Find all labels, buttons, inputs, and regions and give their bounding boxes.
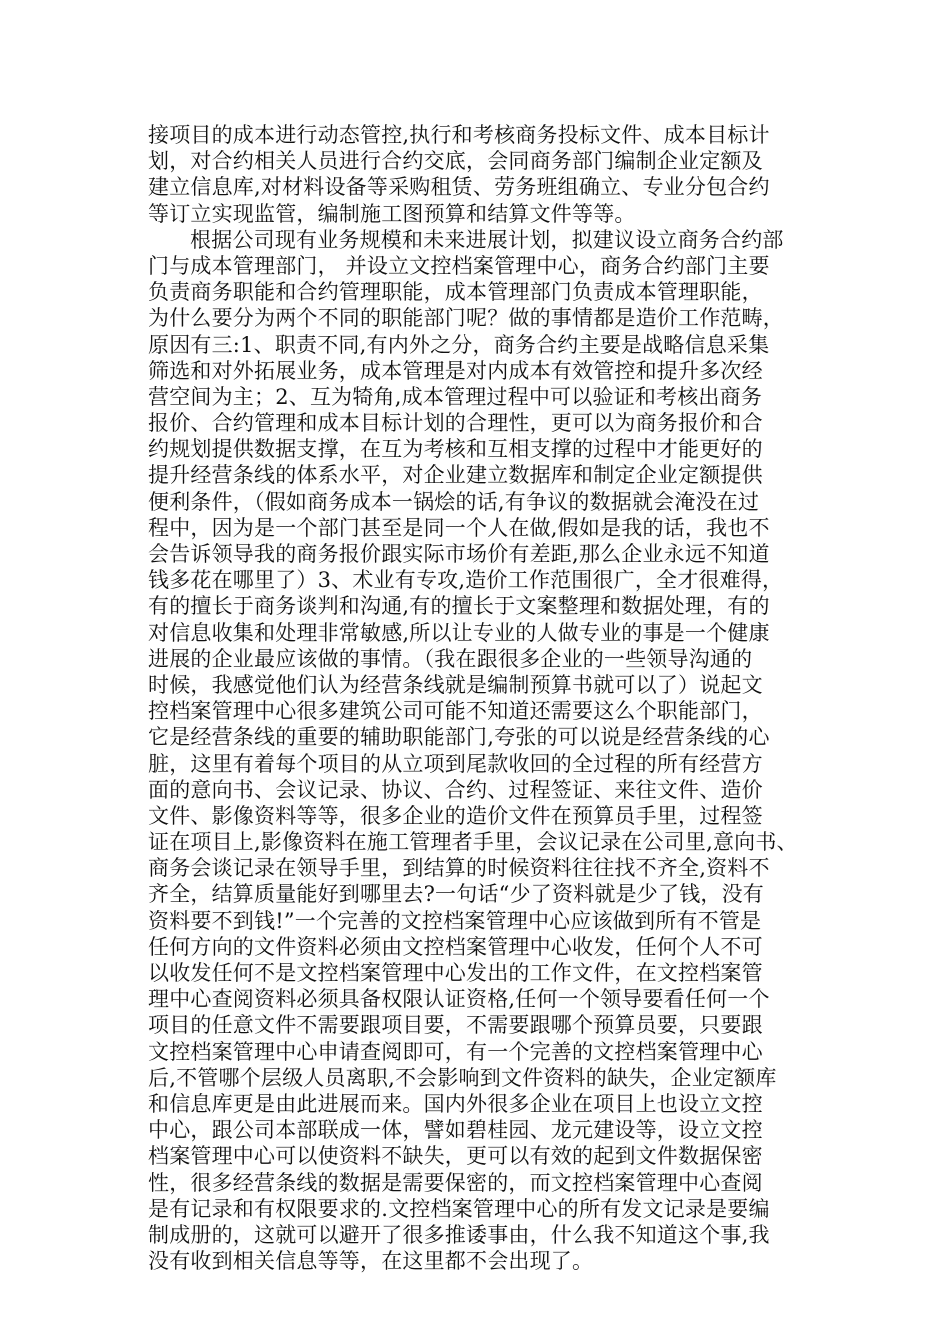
text-line: 根据公司现有业务规模和未来进展计划，拟建议设立商务合约部 — [190, 227, 784, 252]
text-line: 等订立实现监管，编制施工图预算和结算文件等等。 — [148, 201, 636, 226]
text-line: 负责商务职能和合约管理职能，成本管理部门负责成本管理职能， — [148, 280, 763, 305]
text-line: 面的意向书、会议记录、协议、合约、过程签证、来往文件、造价 — [148, 777, 763, 802]
text-line: 建立信息库,对材料设备等采购租赁、劳务班组确立、专业分包合约 — [148, 175, 770, 200]
text-line: 资料要不到钱!”一个完善的文控档案管理中心应该做到所有不管是 — [148, 908, 762, 933]
text-line: 商务会谈记录在领导手里，到结算的时候资料往往找不齐全,资料不 — [148, 856, 770, 881]
text-line: 对信息收集和处理非常敏感,所以让专业的人做专业的事是一个健康 — [148, 620, 770, 645]
text-line: 脏，这里有着每个项目的从立项到尾款收回的全过程的所有经营方 — [148, 751, 763, 776]
text-line: 控档案管理中心很多建筑公司可能不知道还需要这么个职能部门， — [148, 699, 763, 724]
text-line: 营空间为主；2、互为犄角,成本管理过程中可以验证和考核出商务 — [148, 384, 763, 409]
text-line: 时候，我感觉他们认为经营条线就是编制预算书就可以了）说起文 — [148, 672, 763, 697]
paragraph-1 — [148, 122, 808, 227]
text-line: 文件、影像资料等等，很多企业的造价文件在预算员手里，过程签 — [148, 803, 763, 828]
text-line: 钱多花在哪里了）3、术业有专攻,造价工作范围很广，全才很难得， — [148, 568, 784, 593]
paragraph-2 — [148, 227, 808, 1275]
text-line: 为什么要分为两个不同的职能部门呢？做的事情都是造价工作范畴， — [148, 306, 784, 331]
text-line: 报价、合约管理和成本目标计划的合理性，更可以为商务报价和合 — [148, 411, 763, 436]
text-line: 中心，跟公司本部联成一体，譬如碧桂园、龙元建设等，设立文控 — [148, 1118, 763, 1143]
text-line: 理中心查阅资料必须具备权限认证资格,任何一个领导要看任何一个 — [148, 987, 770, 1012]
text-line: 提升经营条线的体系水平，对企业建立数据库和制定企业定额提供 — [148, 463, 763, 488]
text-line: 原因有三:1、职责不同,有内外之分，商务合约主要是战略信息采集 — [148, 332, 770, 357]
text-line: 是有记录和有权限要求的.文控档案管理中心的所有发文记录是要编 — [148, 1196, 770, 1221]
text-line: 它是经营条线的重要的辅助职能部门,夸张的可以说是经营条线的心 — [148, 725, 770, 750]
text-line: 接项目的成本进行动态管控,执行和考核商务投标文件、成本目标计 — [148, 123, 770, 147]
text-line: 任何方向的文件资料必须由文控档案管理中心收发，任何个人不可 — [148, 934, 763, 959]
text-line: 便利条件，（假如商务成本一锅烩的话,有争议的数据就会淹没在过 — [148, 489, 760, 514]
text-line: 文控档案管理中心申请查阅即可，有一个完善的文控档案管理中心 — [148, 1039, 763, 1064]
text-line: 档案管理中心可以使资料不缺失，更可以有效的起到文件数据保密 — [148, 1144, 763, 1169]
document-body — [148, 122, 808, 1274]
text-line: 齐全，结算质量能好到哪里去?一句话“少了资料就是少了钱，没有 — [148, 882, 764, 907]
text-line: 性，很多经营条线的数据是需要保密的，而文控档案管理中心查阅 — [148, 1170, 763, 1195]
text-line: 进展的企业最应该做的事情。（我在跟很多企业的一些领导沟通的 — [148, 646, 753, 671]
text-line: 门与成本管理部门， 并设立文控档案管理中心，商务合约部门主要 — [148, 253, 770, 278]
text-line: 程中，因为是一个部门甚至是同一个人在做,假如是我的话，我也不 — [148, 515, 770, 540]
text-line: 约规划提供数据支撑，在互为考核和互相支撑的过程中才能更好的 — [148, 437, 763, 462]
text-line: 项目的任意文件不需要跟项目要，不需要跟哪个预算员要，只要跟 — [148, 1013, 763, 1038]
text-line: 有的擅长于商务谈判和沟通,有的擅长于文案整理和数据处理，有的 — [148, 594, 770, 619]
text-line: 没有收到相关信息等等，在这里都不会出现了。 — [148, 1249, 594, 1274]
text-line: 证在项目上,影像资料在施工管理者手里，会议记录在公司里,意向书、 — [148, 830, 798, 855]
text-line: 会告诉领导我的商务报价跟实际市场价有差距,那么企业永远不知道 — [148, 542, 770, 566]
text-line: 制成册的，这就可以避开了很多推诿事由，什么我不知道这个事,我 — [148, 1222, 770, 1247]
text-line: 划，对合约相关人员进行合约交底，会同商务部门编制企业定额及 — [148, 149, 763, 174]
text-line: 筛选和对外拓展业务，成本管理是对内成本有效管控和提升多次经 — [148, 358, 763, 383]
text-line: 和信息库更是由此进展而来。国内外很多企业在项目上也设立文控 — [148, 1091, 763, 1116]
text-line: 后,不管哪个层级人员离职,不会影响到文件资料的缺失，企业定额库 — [148, 1065, 777, 1090]
text-line: 以收发任何不是文控档案管理中心发出的工作文件，在文控档案管 — [148, 961, 763, 985]
